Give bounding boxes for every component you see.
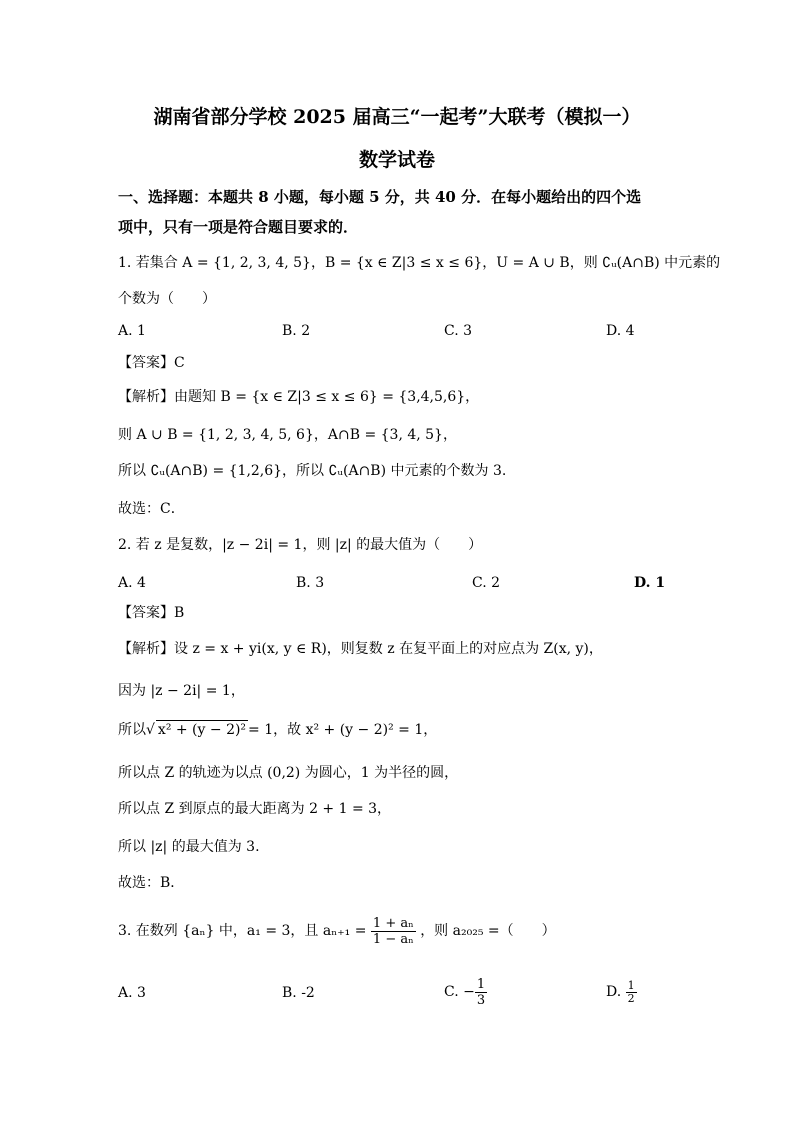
q1-stem-line2: 个数为（ ） (118, 291, 216, 307)
q1-stem-line1: 1. 若集合 A = {1, 2, 3, 4, 5}，B = {x ∈ Z|3 ≤ x ≤ 6}，U = A ∪ B，则 ∁ᵤ(A∩B) 中元素的 (118, 255, 721, 271)
q2-analysis-line5: 所以点 Z 到原点的最大距离为 2 + 1 = 3， (118, 801, 392, 817)
section-heading-line1: 一、选择题：本题共 8 小题，每小题 5 分，共 40 分．在每小题给出的四个选 (118, 188, 642, 206)
q3-stem-post: ，则 a₂₀₂₅ =（ ） (420, 923, 556, 939)
q3-option-a: A. 3 (118, 985, 146, 1001)
q3-option-c-fraction (475, 977, 487, 1008)
sqrt-sign-icon: √ (146, 722, 155, 738)
q1-analysis-line3: 所以 ∁ᵤ(A∩B) = {1,2,6}，所以 ∁ᵤ(A∩B) 中元素的个数为 3. (118, 463, 507, 479)
q3-optc-num: 1 (476, 976, 486, 992)
q2-option-a: A. 4 (118, 575, 146, 591)
q3-option-b: B. -2 (282, 985, 315, 1001)
exam-subtitle: 数学试卷 (358, 149, 435, 171)
q2-option-c: C. 2 (472, 575, 501, 591)
q3-option-c (444, 970, 487, 1014)
q1-option-d: D. 4 (606, 323, 635, 339)
q3-frac-den: 1 − aₙ (372, 931, 414, 947)
q3-option-c-sign: − (463, 984, 475, 1000)
q2-sqrt-rest: = 1，故 x² + (y − 2)² = 1， (248, 722, 438, 738)
q3-optd-den: 2 (627, 991, 635, 1005)
q2-analysis-line6: 所以 |z| 的最大值为 3. (118, 839, 260, 855)
q1-analysis-line2: 则 A ∪ B = {1, 2, 3, 4, 5, 6}，A∩B = {3, 4, 5}， (118, 427, 457, 443)
exam-title: 湖南省部分学校 2025 届高三“一起考”大联考（模拟一） (153, 106, 641, 128)
q2-analysis-line7: 故选：B． (118, 875, 185, 891)
q3-optd-num: 1 (627, 978, 635, 992)
q3-optc-den: 3 (476, 992, 486, 1008)
q1-analysis-line4: 故选：C． (118, 501, 185, 517)
q1-answer: 【答案】C (118, 355, 185, 371)
q3-option-c-label: C. (444, 984, 459, 1000)
q2-analysis-line4: 所以点 Z 的轨迹为以点 (0,2) 为圆心，1 为半径的圆， (118, 765, 459, 781)
q2-sqrt-prefix: 所以 (118, 722, 146, 738)
q2-sqrt-body: x² + (y − 2)² (157, 722, 247, 738)
q3-option-d-label: D. (606, 984, 622, 1000)
q2-option-d: D. 1 (634, 575, 666, 591)
q3-frac-num: 1 + aₙ (372, 915, 414, 931)
q2-analysis-line1: 【解析】设 z = x + yi(x, y ∈ R)，则复数 z 在复平面上的对应点为 Z(x, y)， (118, 641, 603, 657)
q2-option-b: B. 3 (296, 575, 325, 591)
q2-stem: 2. 若 z 是复数，|z − 2i| = 1，则 |z| 的最大值为（ ） (118, 537, 483, 553)
q1-option-a: A. 1 (118, 323, 146, 339)
q3-recurrence-fraction (371, 916, 416, 947)
q2-answer: 【答案】B (118, 605, 185, 621)
q3-stem (118, 914, 556, 948)
q3-option-d-fraction (626, 980, 637, 1005)
q3-stem-pre: 3. 在数列 {aₙ} 中，a₁ = 3，且 aₙ₊₁ = (118, 923, 367, 939)
q2-analysis-line3 (118, 720, 437, 739)
q1-option-b: B. 2 (282, 323, 311, 339)
q1-analysis-line1: 【解析】由题知 B = {x ∈ Z|3 ≤ x ≤ 6} = {3,4,5,6}， (118, 389, 480, 405)
q3-option-d (606, 970, 637, 1014)
q1-option-c: C. 3 (444, 323, 473, 339)
q2-analysis-line2: 因为 |z − 2i| = 1， (118, 683, 245, 699)
section-heading-line2: 项中，只有一项是符合题目要求的． (118, 218, 359, 236)
